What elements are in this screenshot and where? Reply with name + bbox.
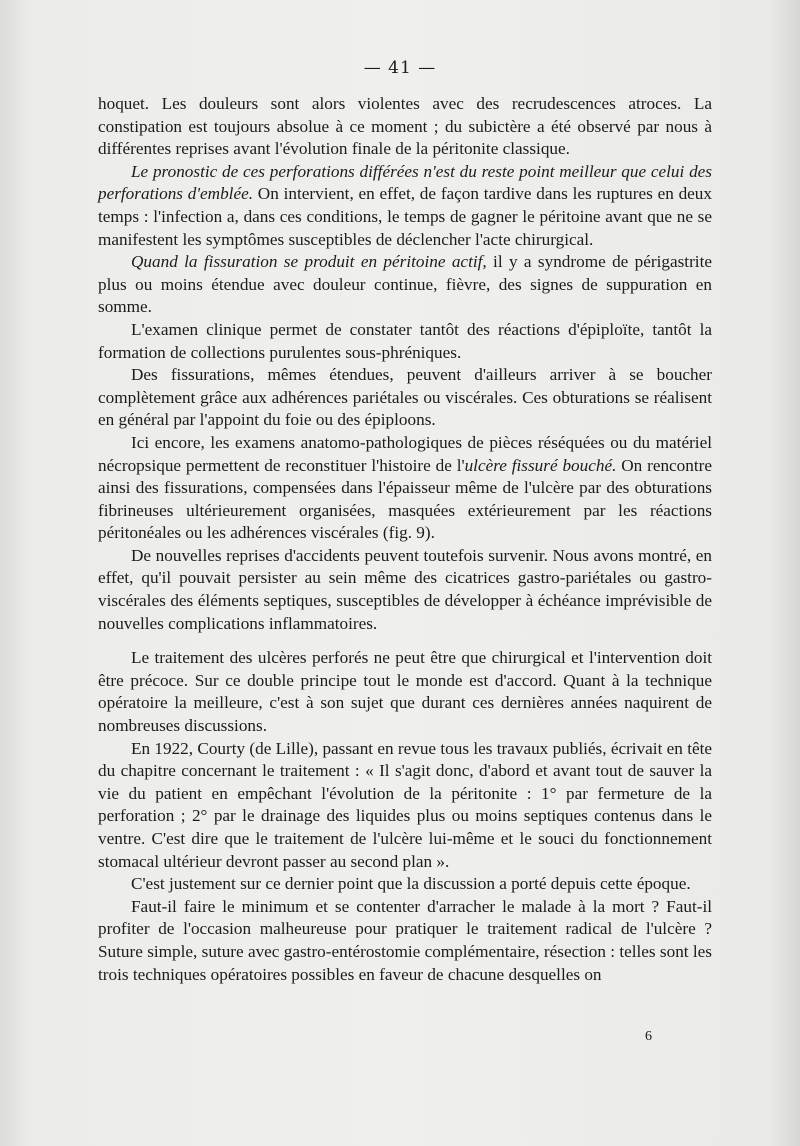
text-run: Ici encore, les examens anatomo-pathologiques de pièces réséquées ou du matériel nécropsique permettent de reconstituer l'histoire de l'	[98, 432, 712, 475]
paragraph-p4	[98, 319, 712, 364]
paragraph-p6	[98, 432, 712, 545]
paragraph-p10	[98, 873, 712, 896]
paragraph-p5	[98, 364, 712, 432]
italic-text: Le pronostic de ces perforations différées n'est du reste point meilleur que celui des perforations d'emblée.	[98, 161, 712, 204]
paragraph-p1	[98, 93, 712, 161]
body-text	[98, 93, 712, 986]
text-run: Faut-il faire le minimum et se contenter d'arracher le malade à la mort ? Faut-il profiter de l'occasion malheureuse pour pratiquer le traitement radical de l'ulcère ? Suture simple, suture avec gastro-entérostomie complémentaire, résection : telles sont les trois techniques opératoires possibles en faveur de chacune desquelles on	[98, 896, 712, 984]
paragraph-p3	[98, 251, 712, 319]
paragraph-p7	[98, 545, 712, 635]
text-run: On intervient, en effet, de façon tardive dans les ruptures en deux temps : l'infection a, dans ces conditions, le temps de gagner le péritoine avant que ne se manifestent les symptômes susceptibles de déclencher l'acte chirurgical.	[98, 184, 712, 249]
paragraph-p9	[98, 738, 712, 874]
signature-mark: 6	[645, 1029, 652, 1044]
text-run: il y a syndrome de périgastrite plus ou moins étendue avec douleur continue, fièvre, des signes de suppuration en somme.	[98, 252, 712, 317]
italic-text: Quand la fissuration se produit en péritoine actif,	[131, 252, 487, 272]
text-run: hoquet. Les douleurs sont alors violentes avec des recrudescences atroces. La constipation est toujours absolue à ce moment ; du subictère a été observé par nous à différentes reprises avant l'évolution finale de la péritonite classique.	[98, 94, 712, 159]
paragraph-p8	[98, 647, 712, 737]
text-run: En 1922, Courty (de Lille), passant en revue tous les travaux publiés, écrivait en tête du chapitre concernant le traitement : « Il s'agit donc, d'abord et avant tout de sauver la vie du patient en empêchant l'évolution de la péritonite : 1° par fermeture de la perforation ; 2° par le drainage des liquides plus ou moins septiques contenus dans le ventre. C'est dire que le traitement de l'ulcère lui-même et le souci du fonctionnement stomacal ultérieur devront passer au second plan ».	[98, 738, 712, 871]
text-run: Des fissurations, mêmes étendues, peuvent d'ailleurs arriver à se boucher complètement grâce aux adhérences pariétales ou viscérales. Ces obturations se réalisent en général par l'appoint du foie ou des épiploons.	[98, 365, 712, 430]
italic-text: ulcère fissuré bouché.	[464, 455, 617, 475]
text-run: De nouvelles reprises d'accidents peuvent toutefois survenir. Nous avons montré, en effet, qu'il pouvait persister au sein même des cicatrices gastro-pariétales ou gastro-viscérales des éléments septiques, susceptibles de développer à échéance imprévisible de nouvelles complications inflammatoires.	[98, 545, 712, 633]
page-number: — 41 —	[363, 58, 437, 78]
paragraph-p11	[98, 896, 712, 986]
paragraph-p2	[98, 161, 712, 251]
text-run: On rencontre ainsi des fissurations, compensées dans l'épaisseur même de l'ulcère par des obturations fibrineuses ultérieurement organisées, masquées extérieurement par les réactions péritonéales ou les adhérences viscérales (fig. 9).	[98, 455, 712, 543]
text-run: C'est justement sur ce dernier point que la discussion a porté depuis cette époque.	[131, 874, 691, 894]
text-run: Le traitement des ulcères perforés ne peut être que chirurgical et l'intervention doit être précoce. Sur ce double principe tout le monde est d'accord. Quant à la technique opératoire la meilleure, c'est à son sujet que durant ces dernières années naquirent de nombreuses discussions.	[98, 648, 712, 736]
text-run: L'examen clinique permet de constater tantôt des réactions d'épiploïte, tantôt la formation de collections purulentes sous-phréniques.	[98, 319, 712, 362]
